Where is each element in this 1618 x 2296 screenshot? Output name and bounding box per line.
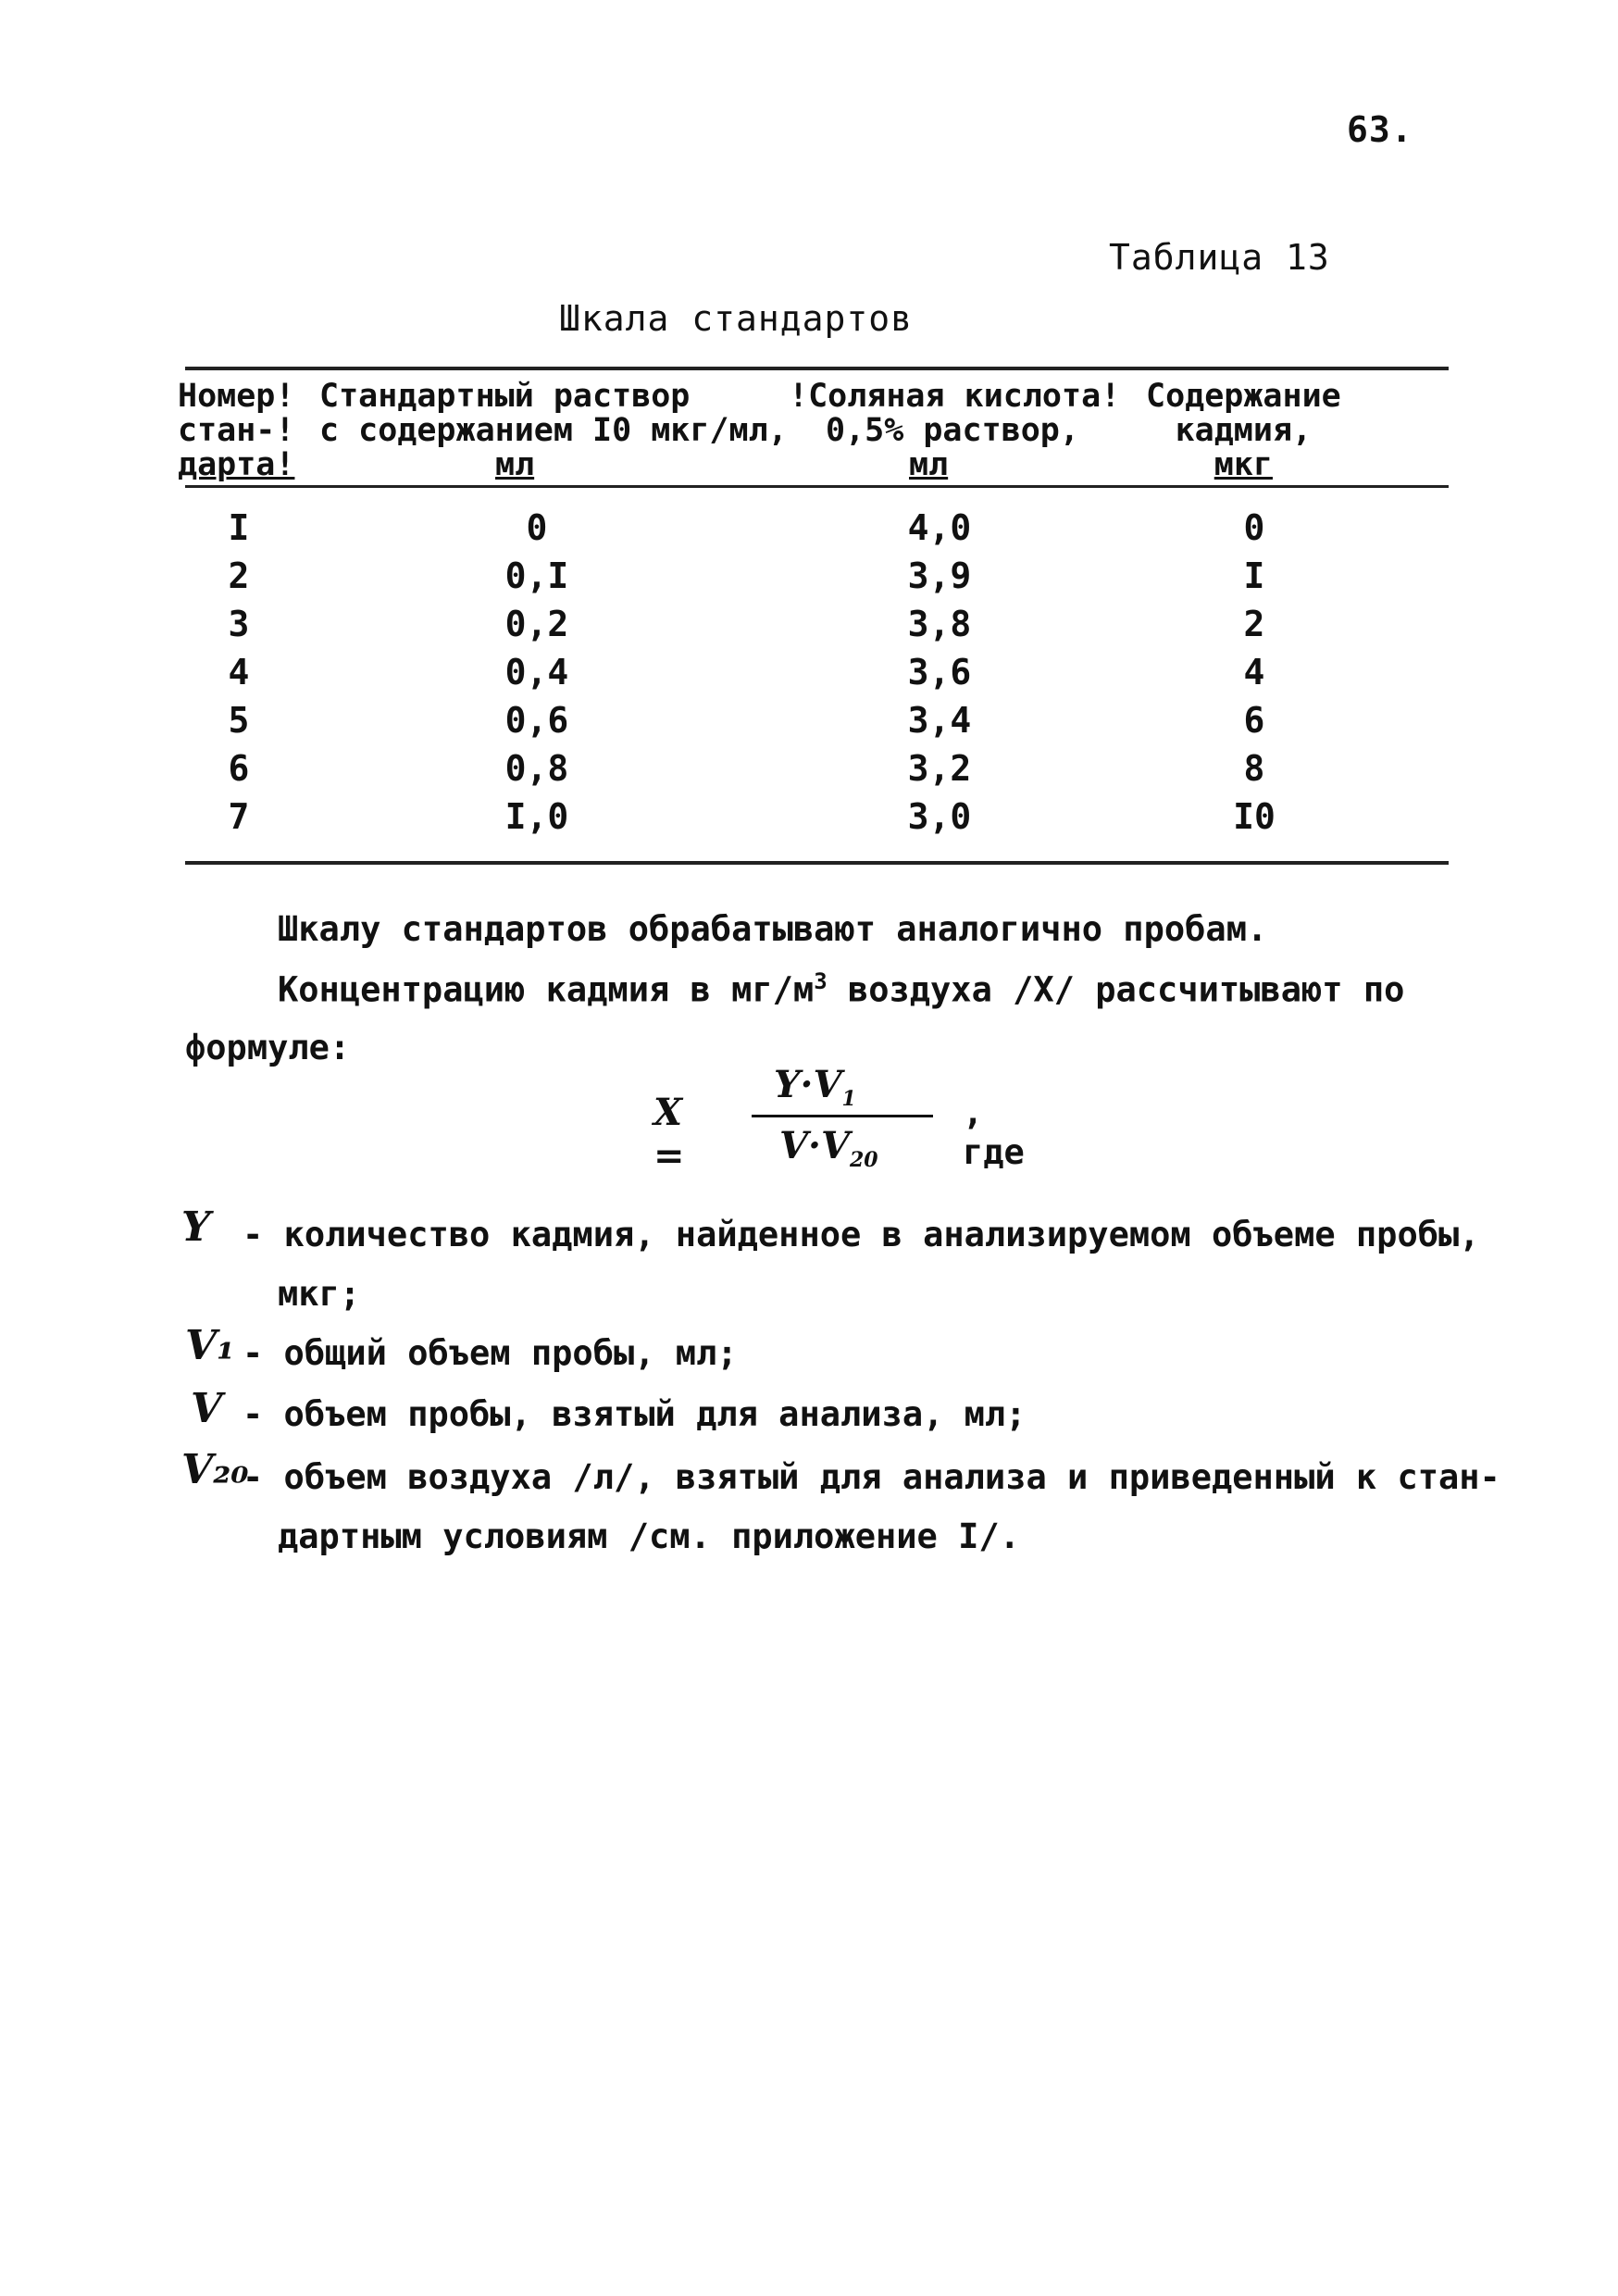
paragraph-concentration: Концентрацию кадмия в $мг/м^3$ воздуха /X/ рассчитывают по	[278, 968, 1405, 1010]
formula-lhs: X =	[653, 1091, 685, 1178]
definition-text: - объем пробы, взятый для анализа, мл;	[243, 1394, 1027, 1434]
formula-denominator: $V\cdot V_{20}$	[779, 1124, 878, 1172]
formula-numerator: $Y\cdot V_1$	[774, 1063, 856, 1111]
symbol-V20: V₂₀	[181, 1446, 249, 1493]
definition-text: - объем воздуха /л/, взятый для анализа и приведенный к стан-	[243, 1457, 1500, 1497]
paragraph-standards-processing: Шкалу стандартов обрабатывают аналогично пробам.	[278, 909, 1268, 949]
header-hydrochloric-acid: !Соляная кислота! 0,5% раствор, мл	[789, 378, 1121, 483]
definition-text: - количество кадмия, найденное в анализируемом объеме пробы,	[243, 1215, 1480, 1254]
page-number: 63.	[1347, 109, 1413, 150]
symbol-Y: Y	[181, 1204, 211, 1251]
definition-text: мкг;	[278, 1274, 361, 1314]
header-standard-number: Номер! стан-! дарта!	[178, 378, 295, 483]
formula-where: , где	[963, 1092, 1025, 1172]
table-title: Шкала стандартов	[559, 298, 914, 339]
fraction-bar	[752, 1115, 933, 1117]
table-top-rule	[185, 367, 1449, 370]
header-standard-solution: Стандартный раствор с содержанием I0 мкг/мл, мл	[319, 378, 788, 483]
table-label: Таблица 13	[1109, 237, 1330, 278]
definition-text: дартным условиям /см. приложение I/.	[278, 1516, 1020, 1556]
definition-text: - общий объем пробы, мл;	[243, 1333, 738, 1373]
symbol-V1: V₁	[185, 1322, 235, 1369]
symbol-V: V	[191, 1385, 223, 1432]
paragraph-formula-label: формуле:	[185, 1028, 351, 1067]
table-bottom-rule	[185, 861, 1449, 865]
header-cadmium-content: Содержание кадмия, мкг	[1146, 378, 1341, 483]
header-bottom-rule	[185, 485, 1449, 488]
